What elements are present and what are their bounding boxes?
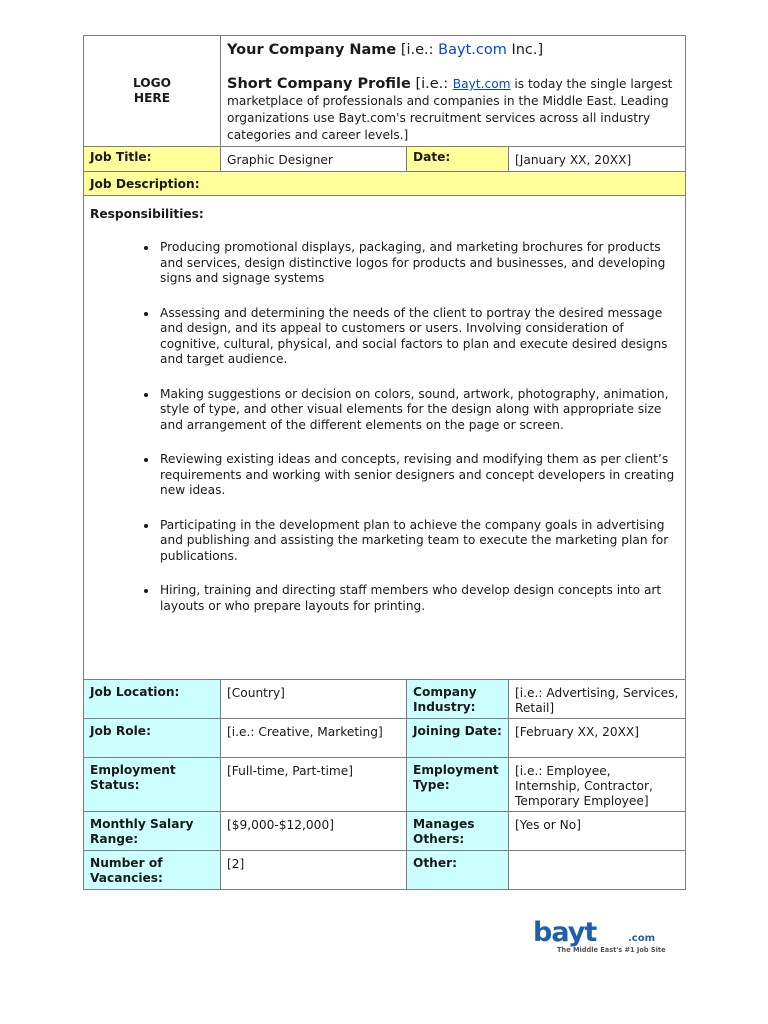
responsibility-item: • Hiring, training and directing staff members who develop design concepts into art layouts or who prepare layouts for printing. <box>158 583 679 614</box>
other-value <box>509 851 686 890</box>
vacancies-value: [2] <box>221 851 407 890</box>
date-value: [January XX, 20XX] <box>509 147 686 172</box>
bayt-logo-wordmark: bayt <box>533 917 597 948</box>
logo-line-1: LOGO <box>132 76 172 90</box>
company-info <box>221 36 686 147</box>
bayt-logo-tagline: The Middle East's #1 Job Site <box>557 946 666 954</box>
company-name-suffix: Inc.] <box>506 42 544 58</box>
company-profile-text: is today the single largest marketplace of professionals and companies in the Middle East. Leading organizations use Bayt.com's recruitment services across all industry categories and career levels.] <box>227 77 673 142</box>
profile-label: Short Company Profile <box>227 76 411 92</box>
employment-type-label: Employment Type: <box>407 758 509 812</box>
job-title-label: Job Title: <box>84 147 221 172</box>
responsibility-item: • Making suggestions or decision on colors, sound, artwork, photography, animation, style of type, and other visual elements for the design along with appropriate size and arrangement of the different elements on the page or screen. <box>158 387 679 434</box>
employment-status-label: Employment Status: <box>84 758 221 812</box>
details-row <box>84 680 686 719</box>
responsibilities-list <box>90 240 679 614</box>
logo-placeholder <box>84 36 221 147</box>
company-name-label: Your Company Name <box>227 42 397 58</box>
company-name-prefix: [i.e.: <box>396 42 439 58</box>
job-role-label: Job Role: <box>84 719 221 758</box>
details-row <box>84 851 686 890</box>
employment-type-value: [i.e.: Employee, Internship, Contractor, Temporary Employee] <box>509 758 686 812</box>
responsibility-item: • Participating in the development plan to achieve the company goals in advertising and publishing and assisting the marketing team to execute the marketing plan for publications. <box>158 518 679 565</box>
salary-range-label: Monthly Salary Range: <box>84 812 221 851</box>
details-row <box>84 758 686 812</box>
salary-range-value: [$9,000-$12,000] <box>221 812 407 851</box>
profile-prefix: [i.e.: <box>410 76 453 92</box>
joining-date-label: Joining Date: <box>407 719 509 758</box>
company-profile-link[interactable]: Bayt.com <box>452 77 511 91</box>
company-industry-value: [i.e.: Advertising, Services, Retail] <box>509 680 686 719</box>
vacancies-label: Number of Vacancies: <box>84 851 221 890</box>
date-label: Date: <box>407 147 509 172</box>
job-description-header-row <box>84 172 686 196</box>
job-title-row <box>84 147 686 172</box>
responsibility-item: • Reviewing existing ideas and concepts, revising and modifying them as per client’s requirements and working with senior designers and concept developers in creating new ideas. <box>158 452 679 499</box>
company-profile-heading <box>227 76 679 144</box>
responsibilities-cell <box>84 196 686 680</box>
company-name <box>227 41 679 60</box>
employment-status-value: [Full-time, Part-time] <box>221 758 407 812</box>
responsibilities-row <box>84 196 686 680</box>
responsibility-item: • Assessing and determining the needs of the client to portray the desired message and design, and its appeal to customers or users. Involving consideration of cognitive, cultural, physical, and social factors to plan and execute desired designs and target audience. <box>158 306 679 368</box>
responsibility-item: • Producing promotional displays, packaging, and marketing brochures for products and services, design distinctive logos for products and businesses, and developing signs and signage systems <box>158 240 679 287</box>
other-label: Other: <box>407 851 509 890</box>
job-description-form <box>83 35 686 890</box>
joining-date-value: [February XX, 20XX] <box>509 719 686 758</box>
bayt-logo-suffix: .com <box>628 933 656 944</box>
manages-others-label: Manages Others: <box>407 812 509 851</box>
header-row <box>84 36 686 147</box>
company-industry-label: Company Industry: <box>407 680 509 719</box>
job-location-label: Job Location: <box>84 680 221 719</box>
manages-others-value: [Yes or No] <box>509 812 686 851</box>
details-row <box>84 812 686 851</box>
company-name-link[interactable]: Bayt.com <box>438 42 507 58</box>
details-row <box>84 719 686 758</box>
bayt-logo <box>533 915 683 955</box>
job-role-value: [i.e.: Creative, Marketing] <box>221 719 407 758</box>
job-description-label: Job Description: <box>84 172 686 196</box>
job-title-value: Graphic Designer <box>221 147 407 172</box>
logo-line-2: HERE <box>133 91 171 105</box>
job-location-value: [Country] <box>221 680 407 719</box>
responsibilities-heading: Responsibilities: <box>90 207 204 221</box>
